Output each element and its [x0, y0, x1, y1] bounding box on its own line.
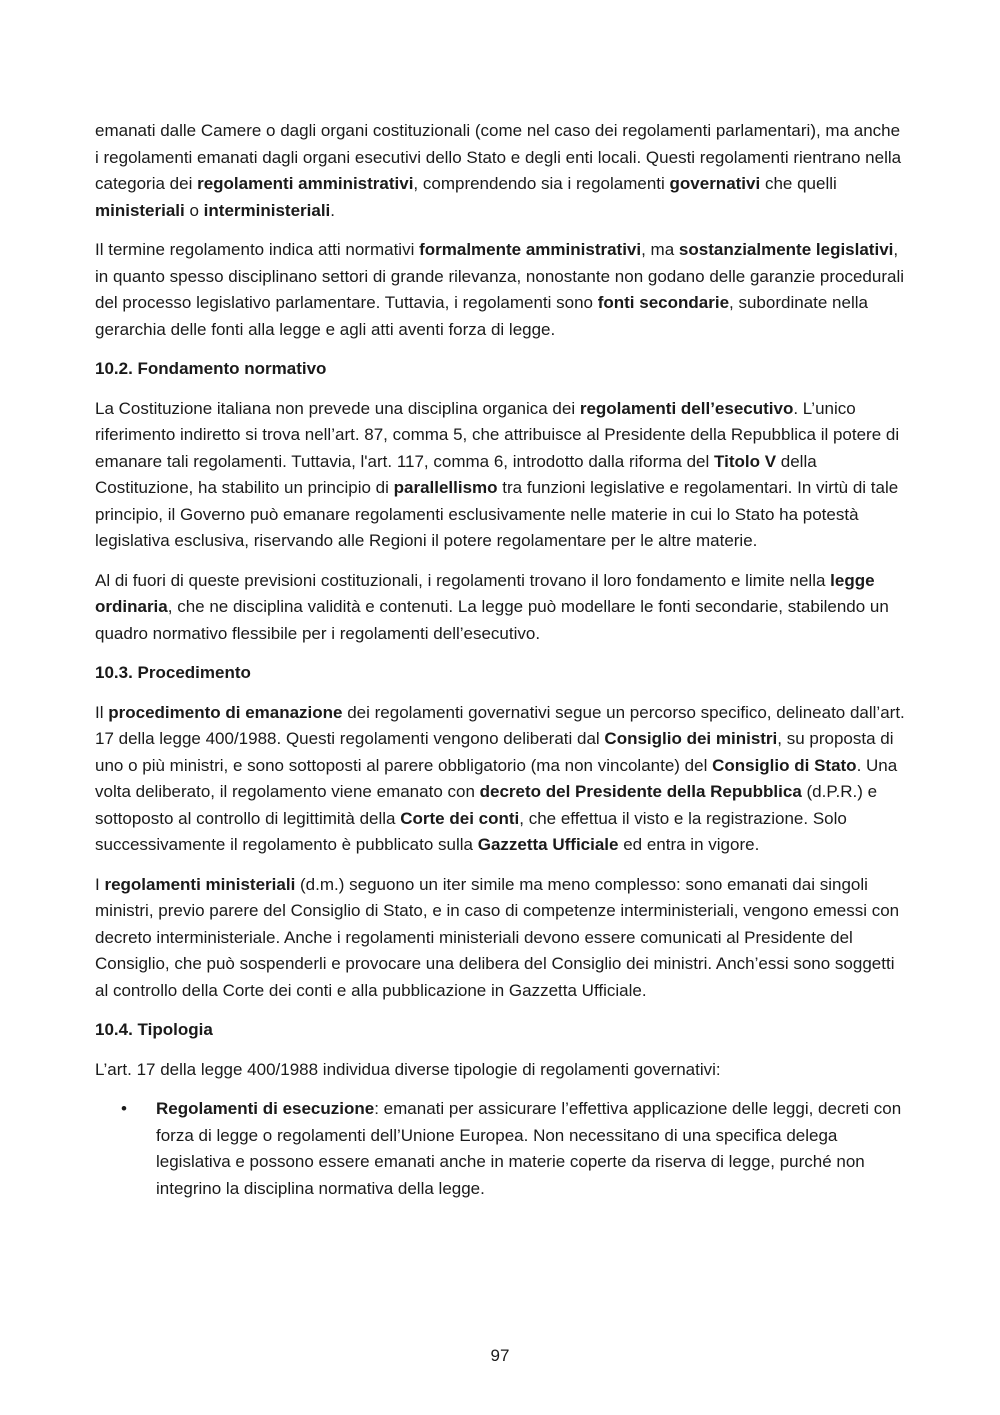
- bold-term: interministeriali: [203, 200, 331, 220]
- bold-term: Consiglio di Stato: [712, 755, 857, 775]
- bold-term: procedimento di emanazione: [108, 702, 343, 722]
- paragraph: [95, 237, 905, 343]
- text-run: La Costituzione italiana non prevede una disciplina organica dei: [95, 398, 580, 418]
- bold-term: regolamenti ministeriali: [104, 874, 296, 894]
- bold-term: Corte dei conti: [400, 808, 520, 828]
- section-heading: 10.4. Tipologia: [95, 1020, 213, 1039]
- text-run: dei regolamenti governativi segue un percorso specifico, delineato dall’art. 17 della legge 400/1988. Questi regolamenti vengono deliberati dal: [95, 702, 905, 748]
- bold-term: regolamenti amministrativi: [197, 174, 414, 193]
- paragraph: [95, 396, 905, 555]
- text-run: emanati dalle Camere o dagli organi costituzionali (come nel caso dei regolamenti parlamentari), ma anche i regolamenti emanati dagli organi esecutivi dello Stato e degli enti locali. Questi regolamenti rientrano nella categoria dei: [95, 121, 902, 193]
- bold-term: decreto del Presidente della Repubblica: [479, 782, 802, 801]
- text-run: (d.m.) seguono un iter simile ma meno complesso: sono emanati dai singoli ministri, previo parere del Consiglio di Stato, e in caso di competenze interministeriali, vengono emessi con decreto interministeriale. Anche i regolamenti ministeriali devono essere comunicati al Presidente del Consiglio, che può sospenderli e provocare una delibera del Consiglio dei ministri. Anch’essi sono soggetti al controllo della Corte dei conti e alla pubblicazione in Gazzetta Ufficiale.: [95, 874, 900, 1000]
- text-run: : emanati per assicurare l’effettiva applicazione delle leggi, decreti con forza di legge o regolamenti dell’Unione Europea. Non necessitano di una specifica delega legislativa e possono essere emanati anche in materie coperte da riserva di legge, purché non integrino la disciplina normativa della legge.: [156, 1099, 902, 1198]
- text-run: , che ne disciplina validità e contenuti. La legge può modellare le fonti secondarie, stabilendo un quadro normativo flessibile per i regolamenti dell’esecutivo.: [95, 597, 889, 643]
- text-run: Il termine regolamento indica atti normativi: [95, 240, 420, 259]
- page-number: 97: [490, 1346, 510, 1365]
- text-run: Il: [95, 702, 109, 722]
- text-run: , in quanto spesso disciplinano settori di grande rilevanza, nonostante non godano delle garanzie procedurali del processo legislativo parlamentare. Tuttavia, i regolamenti sono: [95, 240, 904, 312]
- text-run: tra funzioni legislative e regolamentari. In virtù di tale principio, il Governo può emanare regolamenti esclusivamente nelle materie in cui lo Stato ha potestà legislativa esclusiva, riservando alle Regioni il potere regolamentare per le altre materie.: [95, 478, 899, 550]
- text-run: ed entra in vigore.: [618, 835, 760, 854]
- paragraph: [95, 568, 905, 648]
- bold-term: regolamenti dell’esecutivo: [579, 398, 794, 418]
- bold-term: formalmente amministrativi: [419, 240, 642, 259]
- text-run: , che effettua il visto e la registrazione. Solo successivamente il regolamento è pubblicato sulla: [95, 808, 847, 854]
- list-item: [95, 1096, 905, 1202]
- bold-term: Regolamenti di esecuzione: [156, 1099, 375, 1118]
- section-heading: 10.3. Procedimento: [95, 663, 251, 682]
- paragraph: [95, 872, 905, 1005]
- text-run: (d.P.R.) e sottoposto al controllo di legittimità della: [95, 782, 878, 828]
- bold-term: fonti secondarie: [597, 293, 730, 312]
- bold-term: ministeriali: [95, 200, 185, 220]
- bold-term: Titolo V: [714, 451, 777, 471]
- bold-term: Gazzetta Ufficiale: [477, 835, 619, 854]
- text-run: L’art. 17 della legge 400/1988 individua diverse tipologie di regolamenti governativi:: [95, 1059, 721, 1079]
- text-run: , ma: [641, 240, 679, 259]
- bullet-icon: •: [121, 1099, 127, 1118]
- bold-term: Consiglio dei ministri: [604, 729, 778, 748]
- bold-term: governativi: [669, 174, 761, 193]
- text-run: Al di fuori di queste previsioni costituzionali, i regolamenti trovano il loro fondamento e limite nella: [95, 570, 831, 590]
- text-run: .: [330, 200, 336, 220]
- text-run: , comprendendo sia i regolamenti: [413, 174, 670, 193]
- text-run: che quelli: [760, 174, 837, 193]
- paragraph: [95, 1057, 905, 1084]
- bold-term: sostanzialmente legislativi: [678, 240, 894, 259]
- bold-term: legge ordinaria: [95, 570, 875, 616]
- text-run: . Una volta deliberato, il regolamento viene emanato con: [95, 755, 898, 801]
- bold-term: parallellismo: [393, 478, 498, 497]
- paragraph: [95, 118, 905, 224]
- text-run: . L’unico riferimento indiretto si trova nell’art. 87, comma 5, che attribuisce al Presidente della Repubblica il potere di emanare tali regolamenti. Tuttavia, l'art. 117, comma 6, introdotto dalla riforma del: [95, 398, 900, 471]
- section-heading: 10.2. Fondamento normativo: [95, 359, 327, 378]
- text-run: I: [95, 874, 105, 894]
- text-run: , subordinate nella gerarchia delle fonti alla legge e agli atti aventi forza di legge.: [95, 293, 868, 339]
- text-run: o: [184, 200, 204, 220]
- text-run: , su proposta di uno o più ministri, e sono sottoposti al parere obbligatorio (ma non vincolante) del: [95, 729, 894, 775]
- text-run: della Costituzione, ha stabilito un principio di: [95, 451, 817, 497]
- bullet-list: [95, 1096, 905, 1202]
- document-body: [95, 118, 905, 1202]
- paragraph: [95, 700, 905, 859]
